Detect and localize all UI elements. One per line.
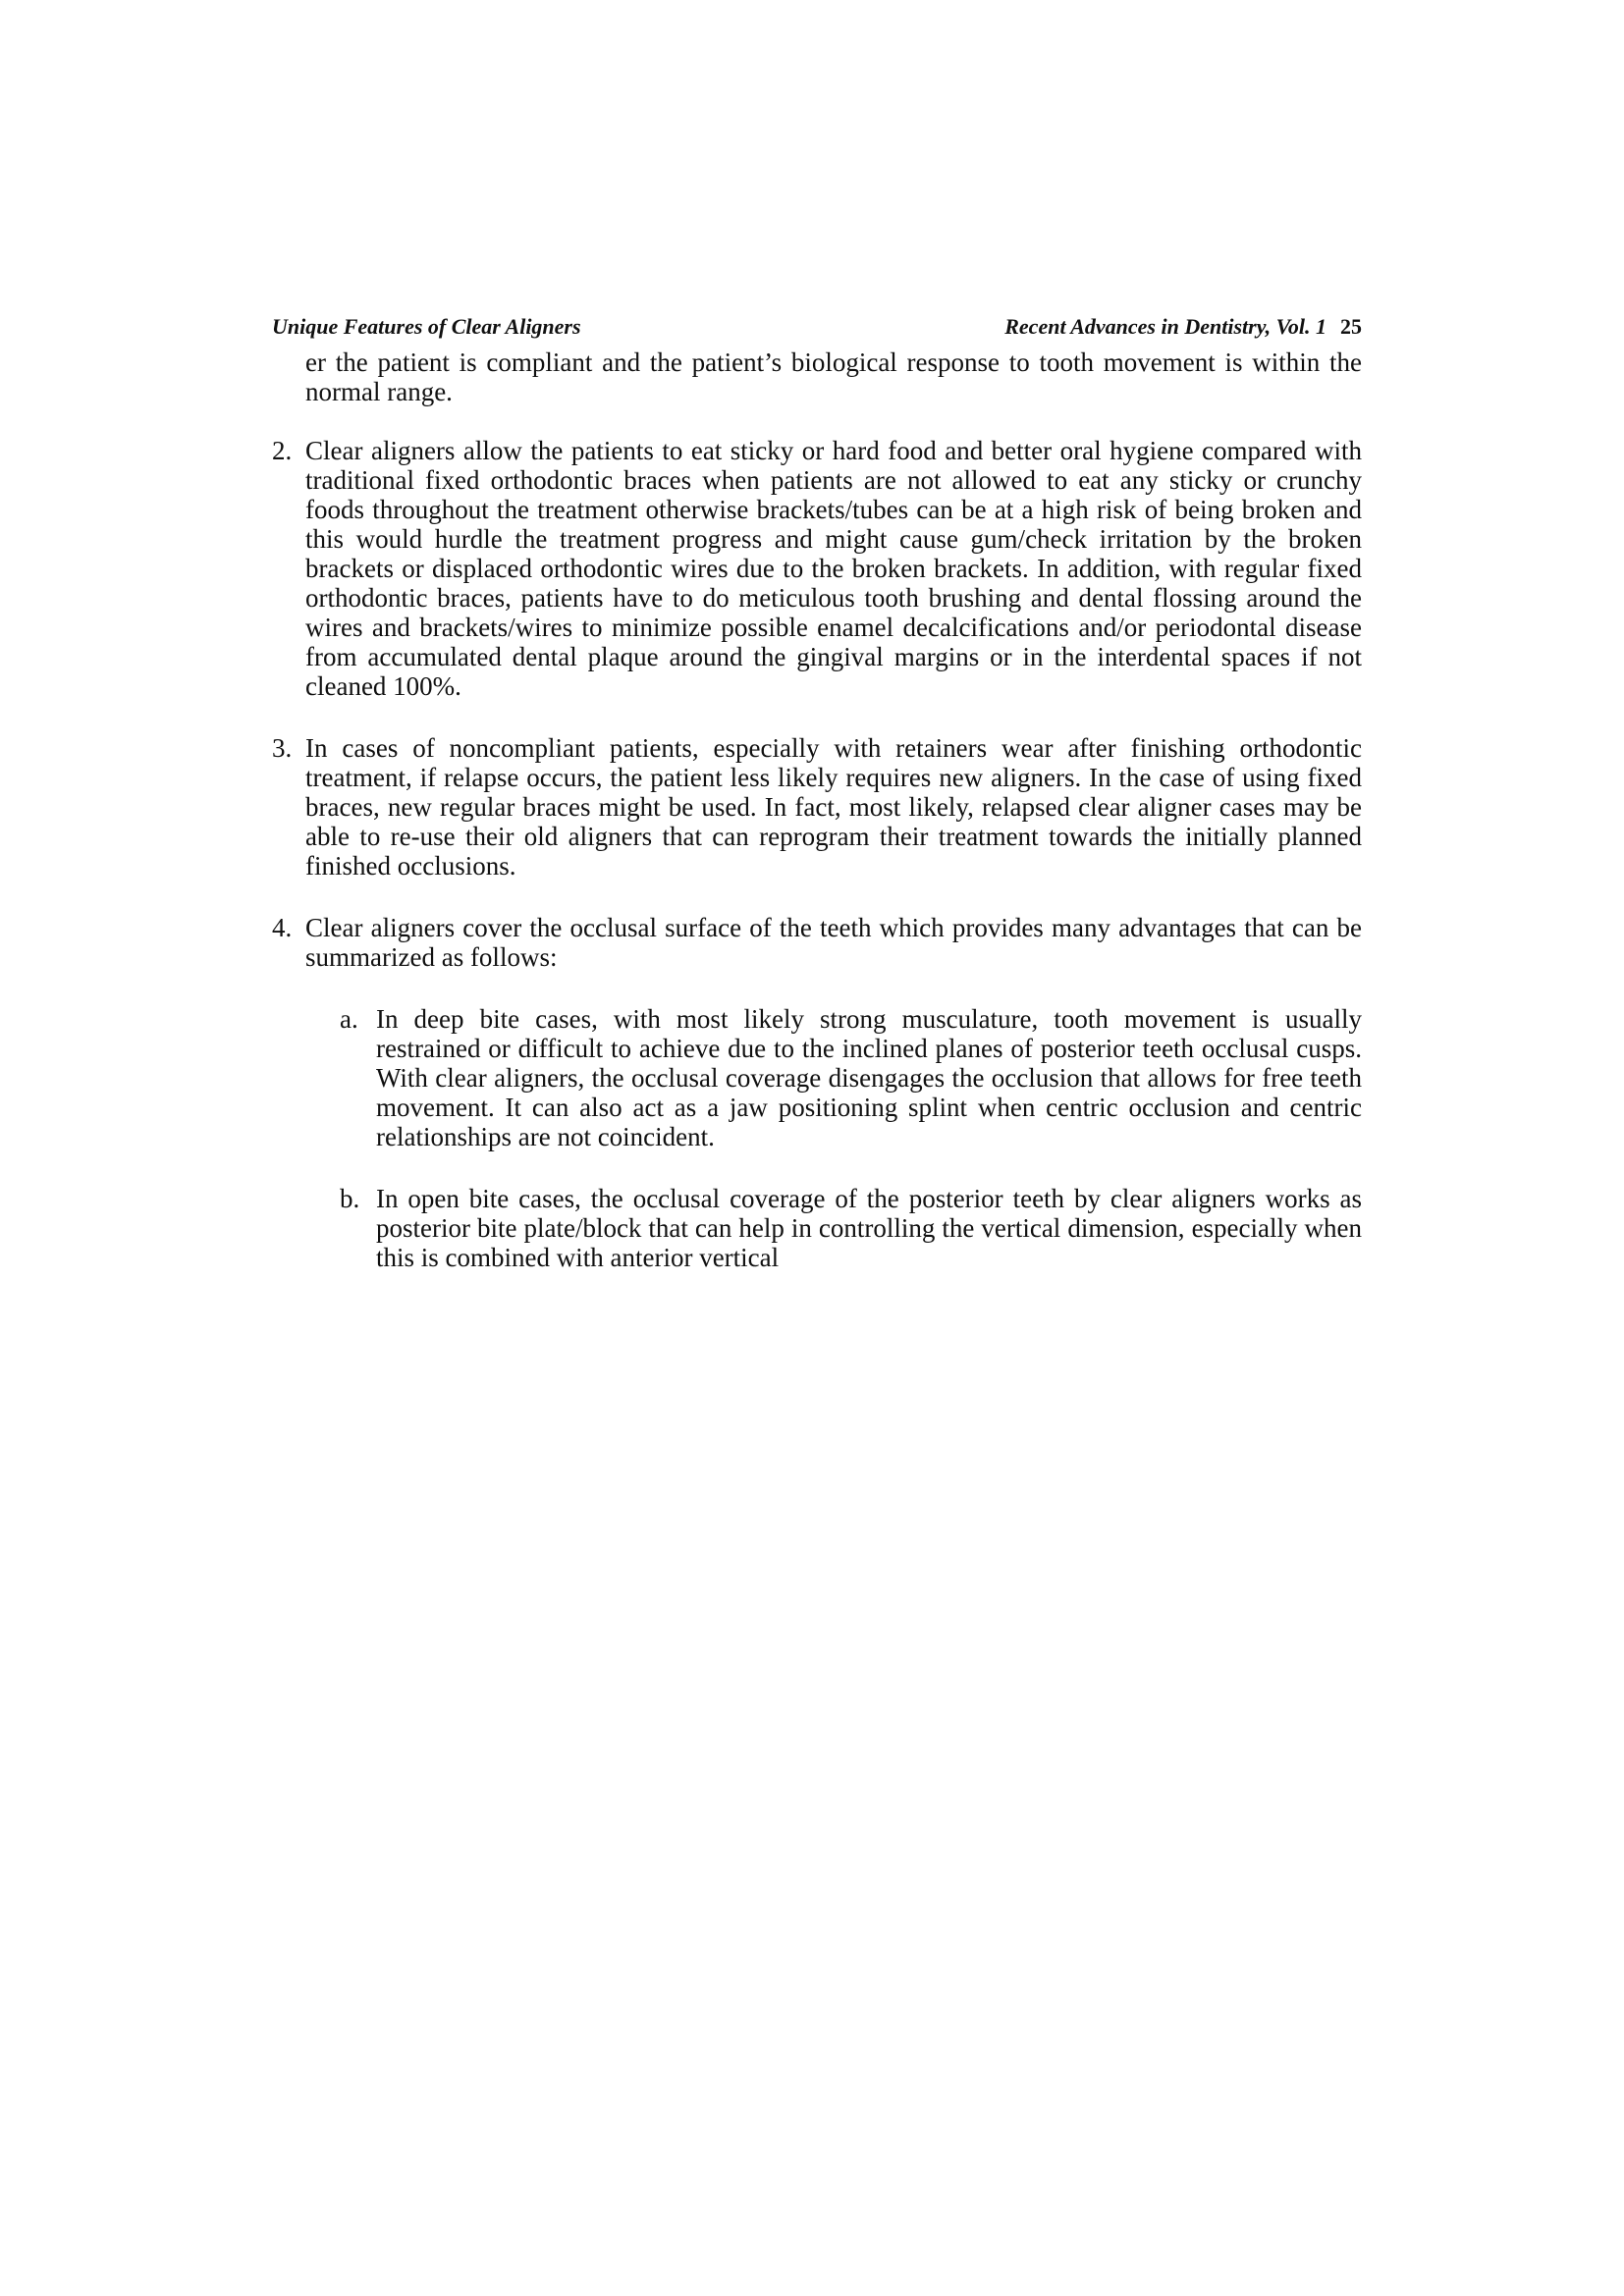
list-number: 3. <box>272 733 293 763</box>
sub-item-letter: a. <box>340 1004 358 1034</box>
running-header <box>272 314 1362 340</box>
sub-item-letter: b. <box>340 1184 360 1213</box>
sub-item-text: In open bite cases, the occlusal coverage of the posterior teeth by clear aligners works as posterior bite plate/block that can help in controlling the vertical dimension, especially when this is combined with anterior vertical <box>376 1184 1362 1272</box>
list-item-2 <box>272 436 1362 701</box>
list-item-text: Clear aligners cover the occlusal surface of the teeth which provides many advantages that can be summarized as follows: <box>305 913 1362 972</box>
list-number: 2. <box>272 436 293 465</box>
header-right <box>1004 314 1362 340</box>
sublist <box>340 1004 1362 1272</box>
page-number: 25 <box>1340 314 1362 339</box>
sub-item-b <box>340 1184 1362 1272</box>
list-item-3 <box>272 733 1362 881</box>
list-number: 4. <box>272 913 293 942</box>
list-item-4 <box>272 913 1362 1272</box>
chapter-title: Unique Features of Clear Aligners <box>272 314 581 339</box>
book-title: Recent Advances in Dentistry, Vol. 1 <box>1004 314 1326 339</box>
list-item-text: Clear aligners allow the patients to eat sticky or hard food and better oral hygiene compared with traditional fixed orthodontic braces when patients are not allowed to eat any sticky or crunchy foods throughout the treatment otherwise brackets/tubes can be at a high risk of being broken and this would hurdle the treatment progress and might cause gum/check irritation by the broken brackets or displaced orthodontic wires due to the broken brackets. In addition, with regular fixed orthodontic braces, patients have to do meticulous tooth brushing and dental flossing around the wires and brackets/wires to minimize possible enamel decalcifications and/or periodontal disease from accumulated dental plaque around the gingival margins or in the interdental spaces if not cleaned 100%. <box>305 436 1362 701</box>
sub-item-a <box>340 1004 1362 1151</box>
continuation-paragraph: er the patient is compliant and the patient’s biological response to tooth movement is within the normal range. <box>305 347 1362 406</box>
body-text <box>272 347 1362 1272</box>
document-page <box>272 314 1362 1272</box>
sub-item-text: In deep bite cases, with most likely strong musculature, tooth movement is usually restrained or difficult to achieve due to the inclined planes of posterior teeth occlusal cusps. With clear aligners, the occlusal coverage disengages the occlusion that allows for free teeth movement. It can also act as a jaw positioning splint when centric occlusion and centric relationships are not coincident. <box>376 1004 1362 1151</box>
list-item-text: In cases of noncompliant patients, especially with retainers wear after finishing orthodontic treatment, if relapse occurs, the patient less likely requires new aligners. In the case of using fixed braces, new regular braces might be used. In fact, most likely, relapsed clear aligner cases may be able to re-use their old aligners that can reprogram their treatment towards the initially planned finished occlusions. <box>305 733 1362 881</box>
